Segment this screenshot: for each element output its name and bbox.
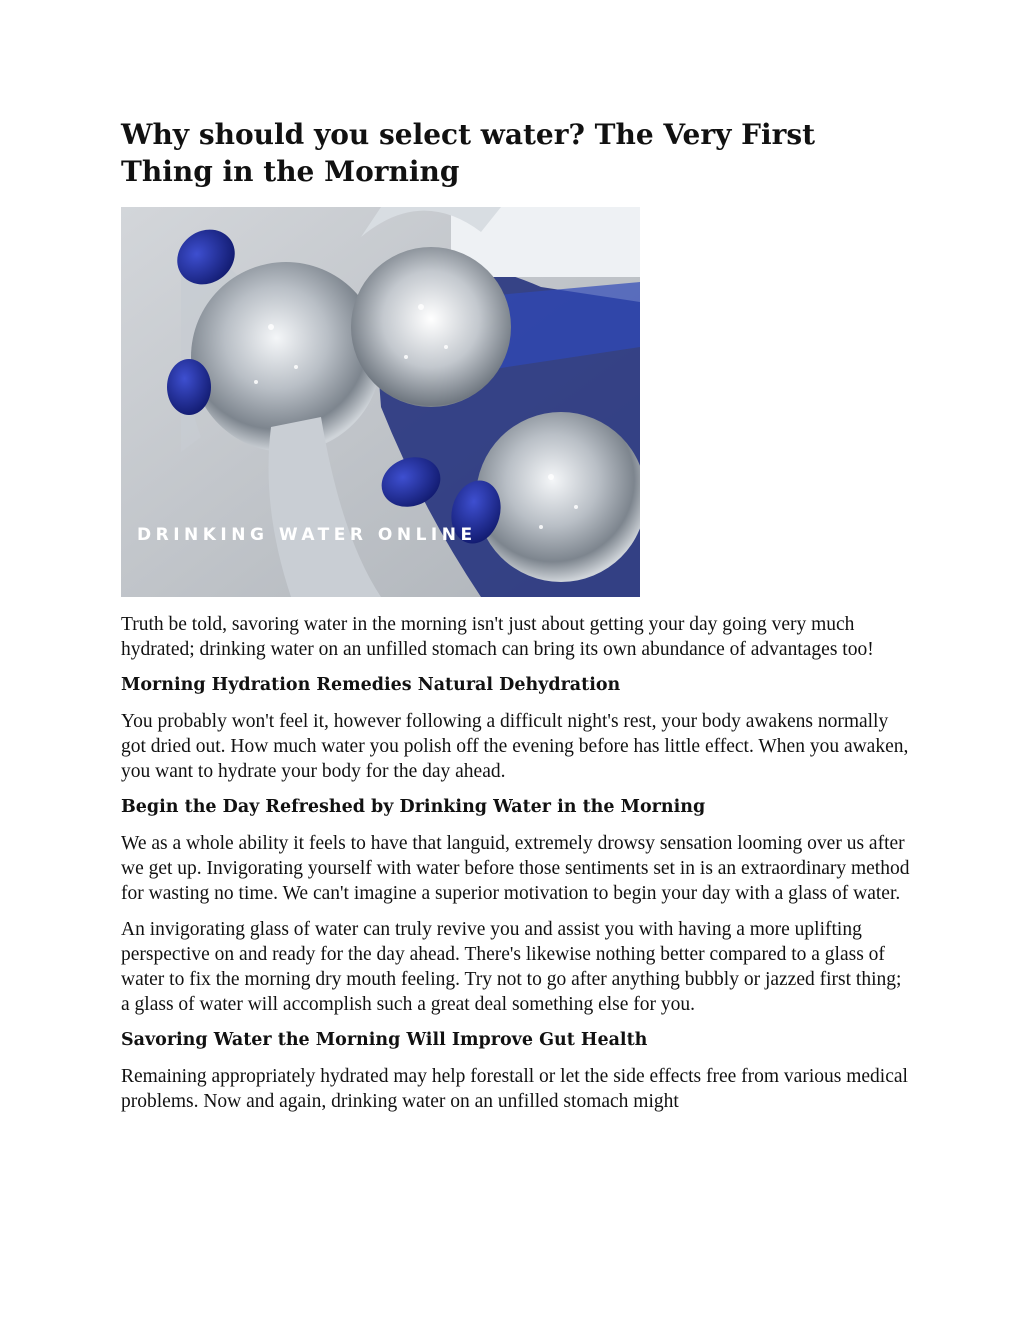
- section-heading: Savoring Water the Morning Will Improve Gut Health: [121, 1030, 648, 1050]
- image-overlay-text: DRINKING WATER ONLINE: [137, 525, 477, 545]
- section-paragraph: Remaining appropriately hydrated may help forestall or let the side effects free from various medical problems. Now and again, drinking water on an unfilled stomach might: [121, 1066, 908, 1112]
- section-paragraph: An invigorating glass of water can truly revive you and assist you with having a more uplifting perspective on and ready for the day ahead. There's likewise nothing better compared to a glass of water to fix the morning dry mouth feeling. Try not to go after anything bubbly or jazzed first thing; a glass of water will accomplish such a great deal something else for you.: [121, 919, 902, 1015]
- article-title: Why should you select water? The Very First Thing in the Morning: [121, 118, 816, 188]
- section-heading: Begin the Day Refreshed by Drinking Water in the Morning: [121, 797, 706, 817]
- section-paragraph: You probably won't feel it, however following a difficult night's rest, your body awakens normally got dried out. How much water you polish off the evening before has little effect. When you awaken, you want to hydrate your body for the day ahead.: [121, 711, 909, 782]
- section-paragraph: We as a whole ability it feels to have that languid, extremely drowsy sensation looming over us after we get up. Invigorating yourself with water before those sentiments set in is an extraordinary method for wasting no time. We can't imagine a superior motivation to begin your day with a glass of water.: [121, 833, 910, 904]
- water-bottles-photo: [121, 207, 640, 597]
- article-body: [121, 612, 911, 1125]
- intro-paragraph: Truth be told, savoring water in the morning isn't just about getting your day going very much hydrated; drinking water on an unfilled stomach can bring its own abundance of advantages too!: [121, 614, 874, 660]
- section-heading: Morning Hydration Remedies Natural Dehydration: [121, 675, 621, 695]
